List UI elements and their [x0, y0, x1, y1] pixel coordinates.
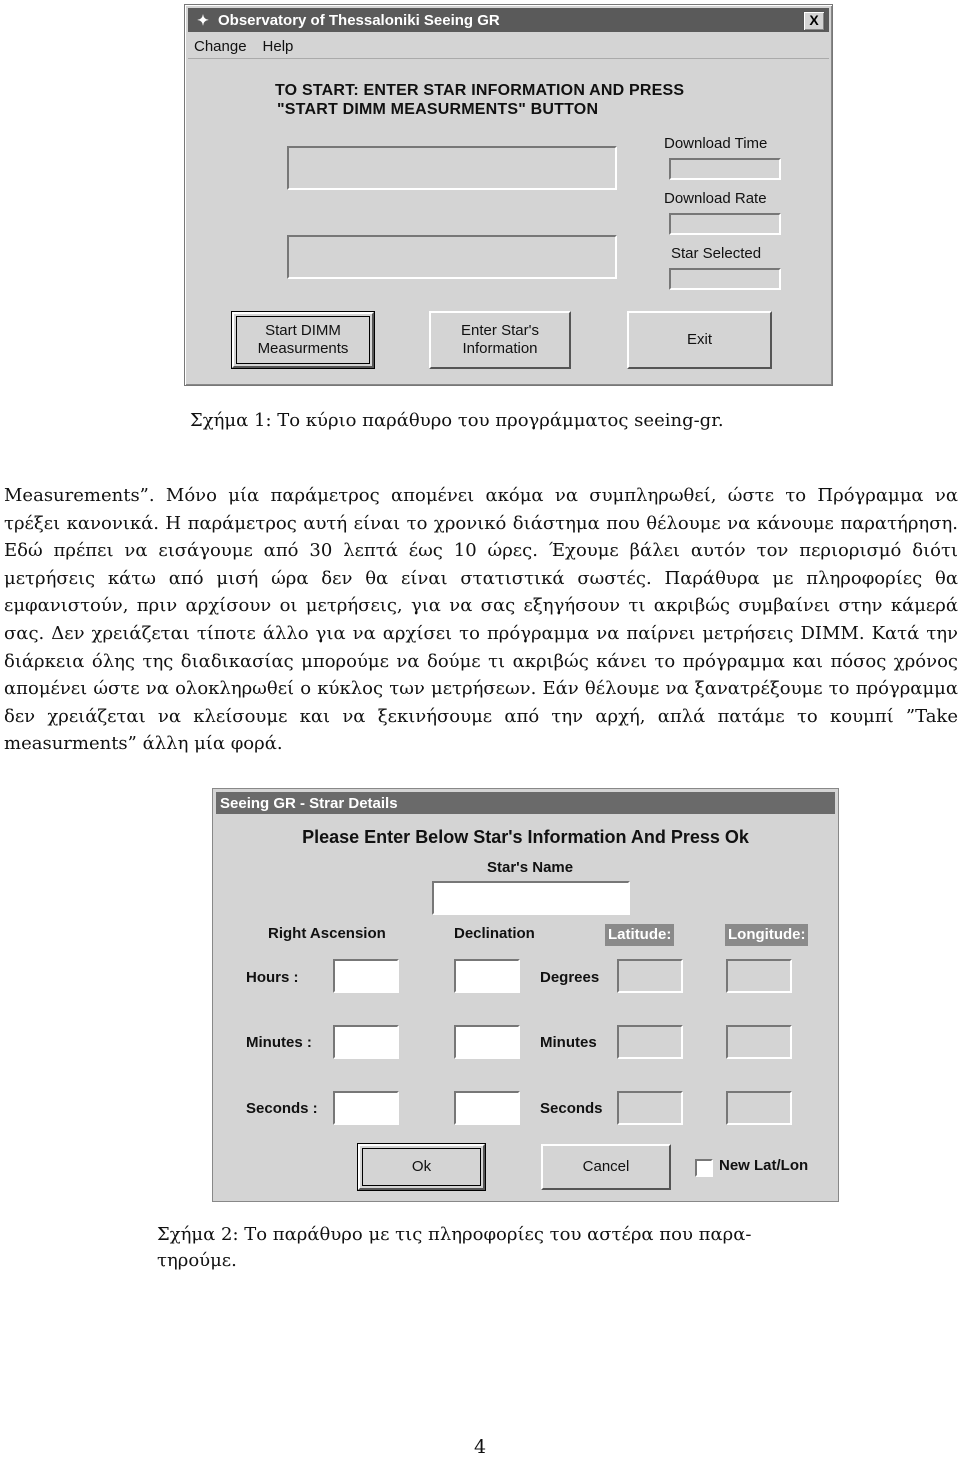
declination-label: Declination: [454, 925, 535, 942]
page-number: 4: [473, 1436, 487, 1458]
lat-minutes-input: [617, 1025, 683, 1059]
ra-hours-input[interactable]: [333, 959, 399, 993]
instruction-line-1: TO START: ENTER STAR INFORMATION AND PRESS: [275, 82, 685, 99]
main-window: [184, 4, 833, 386]
figure-1-caption: Σχήμα 1: Το κύριο παράθυρο του προγράμματος seeing-gr.: [190, 410, 724, 431]
stars-name-label: Star's Name: [487, 859, 574, 876]
star-details-window: [212, 788, 839, 1202]
stars-name-input[interactable]: [432, 881, 630, 915]
start-dimm-label: Start DIMM Measurments: [257, 322, 349, 357]
enter-star-info-button[interactable]: [429, 311, 571, 369]
download-rate-field: [669, 213, 781, 235]
latitude-label: Latitude:: [605, 924, 674, 946]
status-box-2: [287, 235, 617, 279]
seconds-label: Seconds :: [246, 1100, 318, 1117]
dec-minutes-input[interactable]: [454, 1025, 520, 1059]
menu-change[interactable]: Change: [194, 37, 247, 55]
instructions: [275, 81, 735, 119]
star-details-heading: Please Enter Below Star's Information And Press Ok: [302, 827, 749, 847]
lat-seconds-input: [617, 1091, 683, 1125]
figure-2-caption-line-1: Σχήμα 2: Το παράθυρο με τις πληροφορίες του αστέρα που παρα-: [157, 1224, 752, 1245]
enter-star-info-label: Enter Star's Information: [461, 322, 539, 357]
lat-degrees-input: [617, 959, 683, 993]
dec-seconds-input[interactable]: [454, 1091, 520, 1125]
title-bar: [188, 8, 829, 32]
exit-button[interactable]: [627, 311, 772, 369]
minutes-label-2: Minutes: [540, 1034, 597, 1051]
figure-2-caption: [157, 1222, 817, 1274]
lon-degrees-input: [726, 959, 792, 993]
ra-minutes-input[interactable]: [333, 1025, 399, 1059]
lon-minutes-input: [726, 1025, 792, 1059]
dec-degrees-input[interactable]: [454, 959, 520, 993]
download-time-field: [669, 158, 781, 180]
window-title: Observatory of Thessaloniki Seeing GR: [218, 11, 500, 29]
star-selected-field: [669, 268, 781, 290]
star-details-title-bar: [216, 792, 835, 814]
status-box-1: [287, 146, 617, 190]
new-latlon-checkbox[interactable]: [695, 1159, 713, 1177]
right-ascension-label: Right Ascension: [268, 925, 386, 942]
instruction-line-2: "START DIMM MEASURMENTS" BUTTON: [277, 101, 599, 118]
app-icon: ✦: [197, 12, 209, 28]
new-latlon-label: New Lat/Lon: [719, 1157, 809, 1174]
exit-label: Exit: [686, 331, 712, 348]
seconds-label-2: Seconds: [540, 1100, 603, 1117]
download-time-label: Download Time: [664, 135, 768, 152]
ra-seconds-input[interactable]: [333, 1091, 399, 1125]
body-text: Measurements”. Μόνο μία παράμετρος απομένει ακόμα να συμπληρωθεί, ώστε το Πρόγραμμα να τρέξει κανονικά. Η παράμετρος αυτή είναι το χρονικό διάστημα που θέλουμε να κάνουμε παρατήρηση. Εδώ πρέπει να εισάγουμε από 30 λεπτά έως 10 ώρες. Έχουμε βάλει αυτόν τον περιορισμό διότι μετρήσεις κάτω από μισή ώρα δεν θα είναι στατιστικά σωστές. Παράθυρα με πληροφορίες θα εμφανιστούν, πριν αρχίσουν οι μετρήσεις, για να σας εξηγήσουν τι ακριβώς συμβαίνει στην κάμερά σας. Δεν χρειάζεται τίποτε άλλο για να αρχίσει το πρόγραμμα να παίρνει μετρήσεις DIMM. Κατά την διάρκεια όλης της διαδικασίας μπορούμε να δούμε τι ακριβώς κάνει το πρόγραμμα και πόσος χρόνος απομένει ώστε να ολοκληρωθεί ο κύκλος των μετρήσεων. Εάν θέλουμε να ξανατρέξουμε το πρόγραμμα δεν χρειάζεται να κλείσουμε και να ξεκινήσουμε από την αρχή, απλά πατάμε το κουμπί ”Take measurments” άλλη μία φορά.: [4, 485, 958, 755]
figure-2-caption-line-2: τηρούμε.: [157, 1250, 237, 1271]
degrees-label: Degrees: [540, 969, 600, 986]
star-selected-label: Star Selected: [671, 245, 762, 262]
lon-seconds-input: [726, 1091, 792, 1125]
minutes-label: Minutes :: [246, 1034, 312, 1051]
cancel-button[interactable]: [541, 1144, 671, 1190]
body-paragraph: [4, 482, 958, 758]
ok-button[interactable]: [358, 1144, 485, 1190]
ok-label: Ok: [411, 1158, 432, 1175]
longitude-label: Longitude:: [725, 924, 808, 946]
cancel-label: Cancel: [582, 1158, 630, 1175]
menu-bar: [188, 34, 829, 59]
start-dimm-button[interactable]: [232, 312, 374, 368]
close-button[interactable]: X: [803, 11, 825, 31]
hours-label: Hours :: [246, 969, 299, 986]
star-details-title: Seeing GR - Strar Details: [220, 794, 398, 812]
download-rate-label: Download Rate: [664, 190, 767, 207]
menu-help[interactable]: Help: [262, 37, 294, 55]
